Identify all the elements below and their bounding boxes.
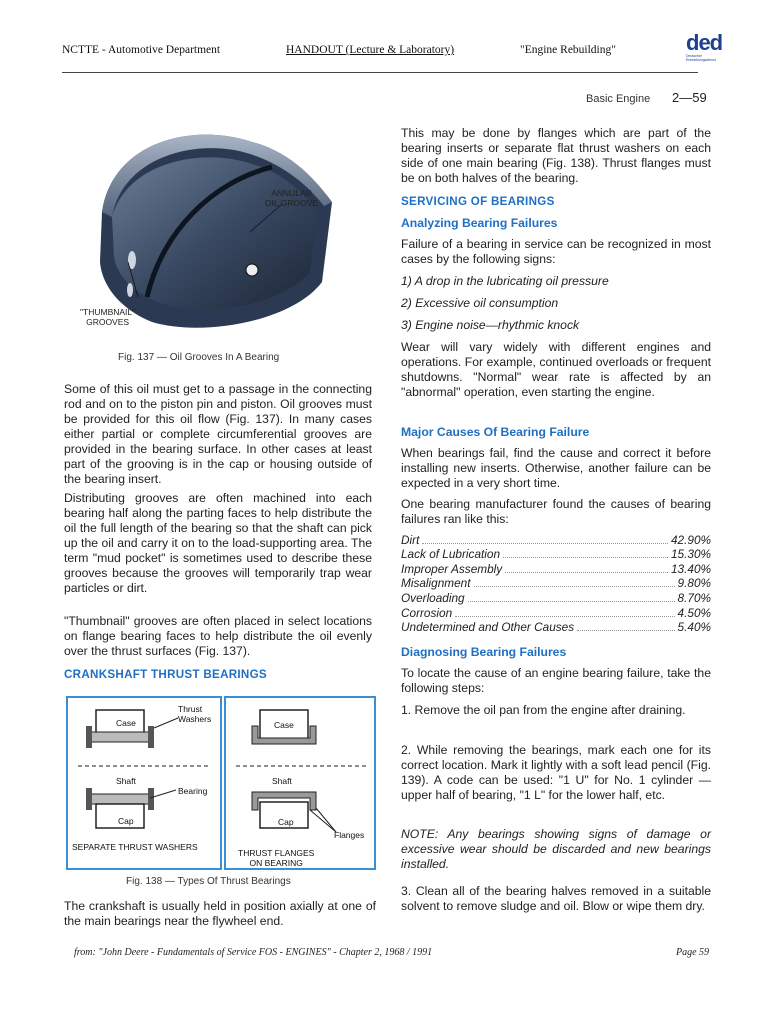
cause-row	[401, 561, 711, 576]
diagnosing-failures-heading: Diagnosing Bearing Failures	[401, 645, 567, 659]
flanges-label: Flanges	[334, 830, 365, 840]
cap-label-right: Cap	[278, 817, 294, 827]
cause-label: Lack of Lubrication	[401, 547, 501, 562]
right-paragraph-6: To locate the cause of an engine bearing failure, take the following steps:	[401, 666, 711, 695]
right-paragraph-2: Failure of a bearing in service can be recognized in most cases by the following signs:	[401, 237, 711, 266]
ded-logo: ded	[686, 30, 723, 55]
right-paragraph-4: When bearings fail, find the cause and correct it before installing new inserts. Otherwise, another failure can be expected in a very short time.	[401, 446, 711, 490]
step-3: 3. Clean all of the bearing halves removed in a suitable solvent to remove sludge and oil. Blow or wipe them dry.	[401, 884, 711, 913]
footer-page: Page 59	[676, 947, 710, 958]
thrust-flanges-drawing	[226, 698, 374, 868]
annular-oil-groove-label: ANNULAR OIL GROOVE	[265, 188, 319, 208]
cause-percent: 9.80%	[677, 576, 711, 591]
left-paragraph-1: Some of this oil must get to a passage in the connecting rod and on to the piston pin and piston. Oil grooves must be provided for this oil flow (Fig. 137). In many cases either partial or complete circumferential grooves are provided in the bearing surface. In other cases at least part of the grooving is in the cap or housing outside of the bearing insert.	[64, 382, 372, 486]
cause-row	[401, 620, 711, 635]
cause-label: Undetermined and Other Causes	[401, 620, 575, 635]
cause-label: Improper Assembly	[401, 561, 503, 576]
left-paragraph-3: "Thumbnail" grooves are often placed in select locations on flange bearing faces to help distribute the oil evenly over the thrust surfaces (Fig. 137).	[64, 614, 372, 658]
failure-causes-list	[401, 532, 711, 634]
page-number: 2—59	[672, 90, 707, 105]
cause-percent: 8.70%	[677, 590, 711, 605]
sign-1: 1) A drop in the lubricating oil pressure	[401, 274, 609, 288]
crankshaft-thrust-heading: CRANKSHAFT THRUST BEARINGS	[64, 668, 267, 681]
step-2: 2. While removing the bearings, mark each one for its correct location. Mark it lightly with a soft lead pencil (Fig. 139). A code can be used: "1 U" for No. 1 cylinder — upper half of bearing, "1 L" for the lower half, etc.	[401, 743, 711, 802]
case-label-left: Case	[116, 718, 136, 728]
servicing-bearings-heading: SERVICING OF BEARINGS	[401, 195, 555, 208]
note: NOTE: Any bearings showing signs of damage or excessive wear should be discarded and new bearings installed.	[401, 827, 711, 871]
shaft-label-right: Shaft	[272, 776, 292, 786]
cause-row	[401, 605, 711, 620]
step-1: 1. Remove the oil pan from the engine after draining.	[401, 703, 686, 717]
shaft-label-left: Shaft	[116, 776, 136, 786]
right-paragraph-1: This may be done by flanges which are part of the bearing inserts or separate flat thrust washers on each side of one main bearing (Fig. 138). Thrust flanges must be on both halves of the bearing.	[401, 126, 711, 185]
thrust-flanges-diagram	[224, 696, 376, 870]
thumbnail-grooves-label: "THUMBNAIL" GROOVES	[80, 307, 136, 327]
cause-percent: 13.40%	[670, 561, 711, 576]
figure-138-caption: Fig. 138 — Types Of Thrust Bearings	[126, 876, 291, 887]
right-paragraph-5: One bearing manufacturer found the causes of bearing failures ran like this:	[401, 497, 711, 526]
cause-percent: 42.90%	[670, 532, 711, 547]
thrust-washers-label: Thrust Washers	[178, 704, 212, 724]
header-left: NCTTE - Automotive Department	[62, 44, 221, 56]
page-section-title: Basic Engine	[586, 93, 651, 105]
cause-percent: 5.40%	[677, 620, 711, 635]
right-paragraph-3: Wear will vary widely with different engines and operations. For example, continued overloads or frequent shutdowns. "Normal" wear rate is affected by an "abnormal" operation, even starting the engine.	[401, 340, 711, 399]
cause-percent: 4.50%	[677, 605, 711, 620]
analyzing-failures-heading: Analyzing Bearing Failures	[401, 216, 558, 230]
sign-2: 2) Excessive oil consumption	[401, 296, 559, 310]
thrust-flanges-title: THRUST FLANGES ON BEARING	[238, 848, 315, 868]
header-right: "Engine Rebuilding"	[520, 44, 616, 56]
left-paragraph-4: The crankshaft is usually held in position axially at one of the main bearings near the flywheel end.	[64, 899, 376, 928]
major-causes-heading: Major Causes Of Bearing Failure	[401, 425, 590, 439]
header-rule	[62, 72, 698, 73]
separate-thrust-washers-title: SEPARATE THRUST WASHERS	[72, 842, 198, 852]
cause-label: Overloading	[401, 590, 465, 605]
bearing-label: Bearing	[178, 786, 208, 796]
sign-3: 3) Engine noise—rhythmic knock	[401, 318, 580, 332]
footer-source: from: "John Deere - Fundamentals of Service FOS - ENGINES" - Chapter 2, 1968 / 1991	[74, 947, 433, 958]
cause-label: Misalignment	[401, 576, 471, 591]
cause-label: Corrosion	[401, 605, 453, 620]
cause-row	[401, 590, 711, 605]
header-center: HANDOUT (Lecture & Laboratory)	[286, 44, 455, 56]
cause-label: Dirt	[401, 532, 420, 547]
cause-row	[401, 576, 711, 591]
case-label-right: Case	[274, 720, 294, 730]
cause-row	[401, 547, 711, 562]
left-paragraph-2: Distributing grooves are often machined into each bearing half along the parting faces to help distribute the oil the full length of the bearing so that the shaft can pick up the oil and carry it on to the load-supporting area. The term "mud pocket" is sometimes used to describe these grooves because the grooves will temporarily trap wear particles or dirt.	[64, 491, 372, 595]
cap-label-left: Cap	[118, 816, 134, 826]
cause-percent: 15.30%	[670, 547, 711, 562]
ded-logo-subtitle: Deutscher Entwicklungsdienst	[686, 54, 716, 62]
figure-137-caption: Fig. 137 — Oil Grooves In A Bearing	[118, 352, 280, 363]
cause-row	[401, 532, 711, 547]
